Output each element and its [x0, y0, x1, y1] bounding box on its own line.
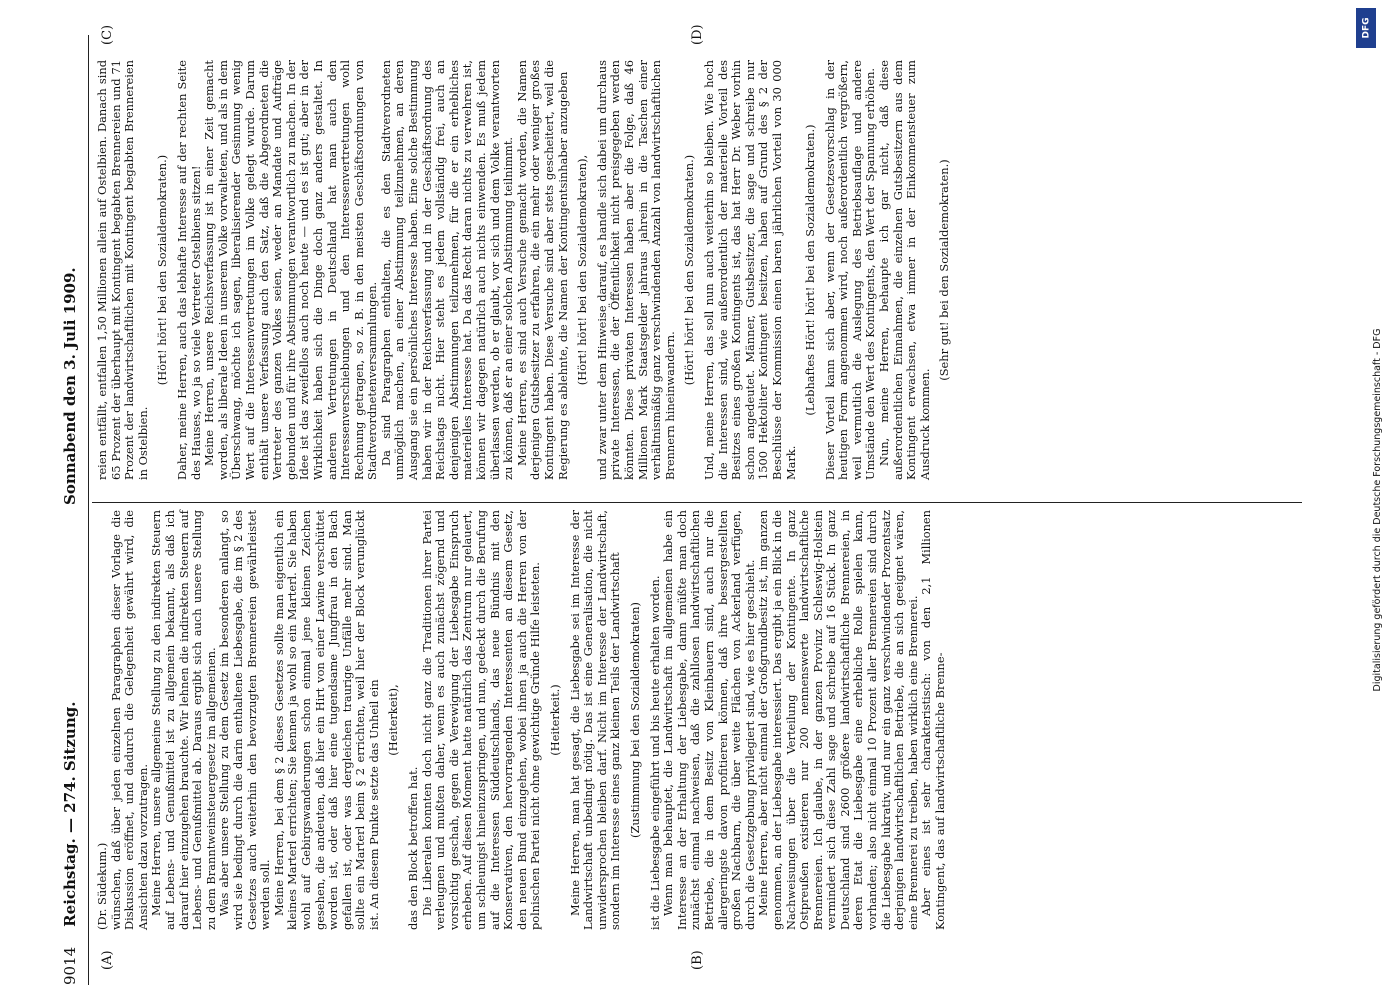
paragraph: Wenn man behauptet, die Landwirtschaft im allgemeinen habe ein Interesse an der Erhaltung der Liebesgabe, dann müßte man doch zunächst einmal nachweisen, daß die zahllosen landwirtschaftlichen Betriebe, die in dem Besitz von Kleinbauern sind, auch nur die allergeringste davon profitieren können, daß ihre bessergestellten großen Nachbarn, die über weite Flächen von Ackerland verfügen, durch die Gesetzgebung privilegiert sind, wie es hier geschieht. [661, 510, 757, 930]
paragraph: Meine Herren, es sind auch Versuche gemacht worden, die Namen derjenigen Gutsbesitzer zu erfahren, die ein mehr oder weniger großes Kontingent haben. Diese Versuche sind aber stets gescheitert, weil die Regierung es ablehnte, die Namen der Kontingentsinhaber anzugeben [514, 60, 570, 480]
paragraph: Meine Herren, bei dem § 2 dieses Gesetzes sollte man eigentlich ein kleines Marterl errichten; Sie kennen ja wohl so ein Marterl. Sie haben wohl auf Gebirgswanderungen schon einmal jene kleinen Zeichen gesehen, die andeuten, daß hier ein Hirt von einer Lawine verschüttet worden ist, oder daß hier eine tugendsame Jungfrau in den Bach gefallen ist, oder was dergleichen traurige Unfälle mehr sind. Man sollte ein Marterl beim § 2 errichten, weil hier der Block verunglückt ist. An diesem Punkte setzte das Unheil ein [271, 510, 381, 930]
right-text-column [96, 60, 958, 480]
interjection: (Hört! hört! bei den Sozialdemokraten.) [682, 154, 697, 386]
column-divider [92, 502, 1302, 503]
paragraph: ist die Liebesgabe eingeführt und bis heute erhalten worden. [647, 575, 662, 930]
interjection: (Hört! hört! bei den Sozialdemokraten), [575, 154, 590, 386]
paragraph: das den Block betroffen hat. [406, 766, 421, 930]
paragraph: Meine Herren, unsere Reichsverfassung ist in einer Zeit gemacht worden, als liberale Ideen in unserem Volke vorwalteten, und als in dem Überschwang, möchte ich sagen, liberalisierender Gesinnung wenig Wert auf die Interessenvertretungen im Volke gelegt wurde. Darum enthält unsere Verfassung auch den Satz, daß die Abgeordneten die Vertreter des ganzen Volkes seien, weder an Mandate und Aufträge gebunden und für ihre Abstimmungen verantwortlich zu machen. In der Idee ist das zweifellos auch noch heute — und es ist gut; aber in der Wirklichkeit haben sich die Dinge doch ganz anders gestaltet. In anderen Vertretungen in Deutschland hat man auch den Interessenverschiebungen und den Interessenvertretungen wohl Rechnung getragen, so z. B. in den meisten Geschäftsordnungen von Stadtverordnetenversammlungen. [202, 60, 380, 480]
header-right-title: Sonnabend den 3. Juli 1909. [61, 267, 79, 505]
paragraph: Nun, meine Herren, behaupte ich gar nicht, daß diese außerordentlichen Einnahmen, die einzelnen Gutsbesitzern aus dem Kontingent erwachsen, etwa immer in der Einkommensteuer zum Ausdruck kommen. [877, 60, 932, 480]
interjection: (Lebhaftes Hört! hört! bei den Sozialdemokraten.) [803, 124, 818, 416]
dfg-logo: DFG [1356, 8, 1376, 48]
paragraph: wünschen, daß über jeden einzelnen Paragraphen dieser Vorlage die Diskussion eröffnet, und dadurch die Gelegenheit gewährt wird, die Ansichten dazu vorzutragen. [108, 510, 150, 930]
margin-marker-a: (A) [100, 950, 115, 970]
page-header [55, 40, 85, 985]
page-number: 9014 [61, 946, 79, 985]
paragraph: (Dr. Südekum.) [95, 842, 109, 930]
header-left-title: Reichstag. — 274. Sitzung. [61, 701, 79, 927]
paragraph: Aber eines ist sehr charakteristisch: von den 2,1 Millionen Kontingent, das auf landwirtschaftliche Brenne- [919, 510, 948, 930]
margin-marker-c: (C) [100, 24, 115, 45]
paragraph: Dieser Vorteil kann sich aber, wenn der Gesetzesvorschlag in der heutigen Form angenommen wird, noch außerordentlich vergrößern, weil vermutlich die Auslegung des Betriebsauflage und andere Umstände den Wert des Kontingents, den Wert der Spannung erhöhen. [822, 60, 878, 480]
paragraph: Da sind Paragraphen enthalten, die es den Stadtverordneten unmöglich machen, an einer Abstimmung teilzunehmen, an deren Ausgang sie ein persönliches Interesse haben. Eine solche Bestimmung haben wir in der Reichsverfassung und in der Geschäftsordnung des Reichstags nicht. Hier steht es jedem vollständig frei, auch an denjenigen Abstimmungen teilzunehmen, für die er ein erhebliches materielles Interesse hat. Da das Recht daran nichts zu verwehren ist, können wir dagegen natürlich auch nichts einwenden. Es muß jedem überlassen werden, ob er glaubt, vor sich und dem Volke verantworten zu können, daß er an einer solchen Abstimmung teilnimmt. [378, 60, 516, 480]
paragraph: reien entfällt, entfallen 1,50 Millionen allein auf Ostelbien. Danach sind 65 Prozent der überhaupt mit Kontingent begabten Brennereien und 71 Prozent der landwirtschaftlichen mit Kontingent begabten Brennereien in Ostelbien. [95, 60, 150, 480]
digitization-credit: Digitalisierung gefördert durch die Deutsche Forschungsgemeinschaft - DFG [1372, 328, 1383, 692]
margin-marker-b: (B) [690, 950, 705, 970]
paragraph: Die Liberalen konnten doch nicht ganz die Traditionen ihrer Partei verleugnen und mußten daher, wenn es auch zunächst zögernd und vorsichtig geschah, gegen die Verewigung der Liebesgabe Einspruch erheben. Auf diesen Moment hatte natürlich das Zentrum nur gelauert, um schleunigst hineinzuspringen, und nun, gedeckt durch die Berufung auf die Interessen Süddeutschlands, das neue Bündnis mit den Konservativen, den hervorragenden Interessenten an diesem Gesetz, den neuen Bund einzugehen, wobei ihnen ja auch die Herren von der polnischen Partei nicht ohne gewichtige Gründe Hilfe leisteten. [419, 510, 543, 930]
left-text-column [96, 510, 948, 930]
interjection: (Zustimmung bei den Sozialdemokraten) [627, 602, 642, 838]
paragraph: Daher, meine Herren, auch das lebhafte Interesse auf der rechten Seite des Hauses, wo ja so viele Vertreter Ostelbiens sitzen! [174, 60, 203, 480]
paragraph: Meine Herren, unsere allgemeine Stellung zu den indirekten Steuern auf Lebens- und Genußmittel ist zu allgemein bekannt, als daß ich darauf hier einzugehen brauchte. Wir lehnen die indirekten Steuern auf Lebens- und Genußmittel ab. Daraus ergibt sich auch unsere Stellung zu dem Branntweinsteuergesetz im allgemeinen. [149, 510, 218, 930]
paragraph: Meine Herren, aber nicht einmal der Großgrundbesitz ist, im ganzen genommen, an der Liebesgabe interessiert. Das ergibt ja ein Blick in die Nachweisungen über die Verteilung der Kontingente. In ganz Ostpreußen existieren nur 200 nennenswerte landwirtschaftliche Brennereien. Ich glaube, in der ganzen Provinz Schleswig-Holstein vermindert sich diese Zahl sage und schreibe auf 16 Stück. In ganz Deutschland sind 2600 größere landwirtschaftliche Brennereien, in deren Etat die Liebesgabe eine erhebliche Rolle spielen kann, vorhanden; also nicht einmal 10 Prozent aller Brennereien sind durch die Liebesgabe lukrativ, und nur ein ganz verschwindender Prozentsatz derjenigen landwirtschaftlichen Betriebe, die an sich geeignet wären, eine Brennerei zu treiben, haben wirklich eine Brennerei. [756, 510, 920, 930]
paragraph: Was aber unsere Stellung zu dem Gesetz im besonderen anlangt, so wird sie bedingt durch die darin enthaltene Liebesgabe, die im § 2 des Gesetzes auch weiterhin den bevorzugten Brennereien gewährleistet werden soll. [217, 510, 273, 930]
interjection: (Heiterkeit), [386, 684, 401, 756]
paragraph: Meine Herren, man hat gesagt, die Liebesgabe sei im Interesse der Landwirtschaft unbedingt nötig. Das ist eine Generalisation, die nicht unwidersprochen bleiben darf. Nicht im Interesse der Landwirtschaft, sondern im Interesse eines ganz kleinen Teils der Landwirtschaft [567, 510, 623, 930]
margin-marker-d: (D) [690, 24, 705, 45]
header-rule [88, 35, 89, 985]
interjection: (Sehr gut! bei den Sozialdemokraten.) [937, 159, 952, 381]
interjection: (Hört! hört! bei den Sozialdemokraten.) [155, 154, 170, 386]
paragraph: Und, meine Herren, das soll nun auch weiterhin so bleiben. Wie hoch die Interessen sind, wie außerordentlich der materielle Vorteil des Besitzes eines großen Kontingents ist, das hat Herr Dr. Weber vorhin schon angedeutet. Männer, Gutsbesitzer, die sage und schreibe nur 1500 Hektoliter Kontingent besitzen, haben auf Grund des § 2 der Beschlüsse der Kommission einen baren jährlichen Vorteil von 30 000 Mark. [701, 60, 798, 480]
interjection: (Heiterkeit.) [548, 684, 562, 756]
paragraph: und zwar unter dem Hinweise darauf, es handle sich dabei um durchaus private Interessen, die der Öffentlichkeit nicht preisgegeben werden könnten. Diese privaten Interessen haben aber die Folge, daß 46 Millionen Mark Staatsgelder jahraus jahrein in die Taschen einer verhältnismäßig ganz verschwindenden Anzahl von landwirtschaftlichen Brennern hineinwandern. [594, 60, 677, 480]
